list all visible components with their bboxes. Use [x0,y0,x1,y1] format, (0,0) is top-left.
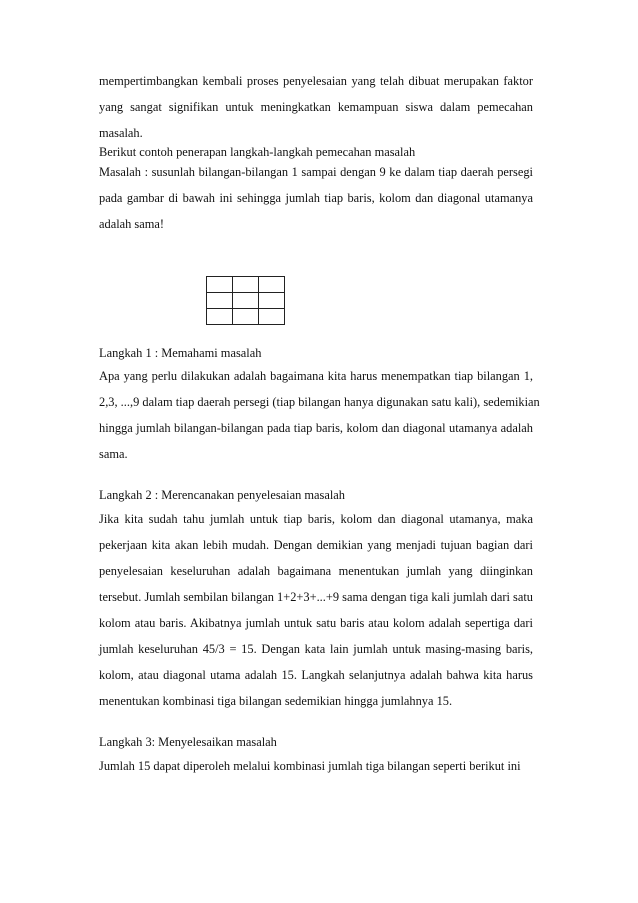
step3-heading: Langkah 3: Menyelesaikan masalah [99,735,277,749]
grid-row [207,293,285,309]
step2-line: Jika kita sudah tahu jumlah untuk tiap baris, kolom dan diagonal utamanya, maka [99,512,533,526]
paragraph-line: yang sangat signifikan untuk meningkatkan kemampuan siswa dalam pemecahan [99,100,533,114]
grid-cell [259,277,285,293]
magic-square-grid [206,276,285,325]
step2-line: penyelesaian keseluruhan adalah bagaimana menentukan jumlah yang diinginkan [99,564,533,578]
step2-line: menentukan kombinasi tiga bilangan sedemikian hingga jumlahnya 15. [99,694,453,708]
grid-cell [233,309,259,325]
grid-cell [259,293,285,309]
step1-line: hingga jumlah bilangan-bilangan pada tiap baris, kolom dan diagonal utamanya adalah [99,421,533,435]
grid-cell [207,277,233,293]
grid-row [207,277,285,293]
step1-line: sama. [99,447,128,461]
step1-line: 2,3, ...,9 dalam tiap daerah persegi (tiap bilangan hanya digunakan satu kali), sedemikian [99,395,540,409]
step2-line: jumlah keseluruhan 45/3 = 15. Dengan kata lain jumlah untuk masing-masing baris, [99,642,533,656]
grid-cell [233,277,259,293]
problem-line: pada gambar di bawah ini sehingga jumlah tiap baris, kolom dan diagonal utamanya [99,191,533,205]
grid-cell [233,293,259,309]
step3-line: Jumlah 15 dapat diperoleh melalui kombinasi jumlah tiga bilangan seperti berikut ini [99,759,521,773]
paragraph-line: mempertimbangkan kembali proses penyelesaian yang telah dibuat merupakan faktor [99,74,533,88]
step2-line: tersebut. Jumlah sembilan bilangan 1+2+3+...+9 sama dengan tiga kali jumlah dari satu [99,590,533,604]
example-intro: Berikut contoh penerapan langkah-langkah pemecahan masalah [99,145,416,159]
problem-line: adalah sama! [99,217,165,231]
grid-row [207,309,285,325]
grid-cell [259,309,285,325]
step2-line: kolom, atau diagonal utama adalah 15. Langkah selanjutnya adalah bahwa kita harus [99,668,533,682]
step1-line: Apa yang perlu dilakukan adalah bagaimana kita harus menempatkan tiap bilangan 1, [99,369,533,383]
paragraph-line: masalah. [99,126,143,140]
step2-line: pekerjaan kita akan lebih mudah. Dengan demikian yang menjadi tujuan bagian dari [99,538,533,552]
step2-heading: Langkah 2 : Merencanakan penyelesaian masalah [99,488,345,502]
step2-line: kolom atau baris. Akibatnya jumlah untuk satu baris atau kolom adalah sepertiga dari [99,616,533,630]
step1-heading: Langkah 1 : Memahami masalah [99,346,262,360]
problem-line: Masalah : susunlah bilangan-bilangan 1 sampai dengan 9 ke dalam tiap daerah persegi [99,165,533,179]
grid-cell [207,309,233,325]
grid-cell [207,293,233,309]
